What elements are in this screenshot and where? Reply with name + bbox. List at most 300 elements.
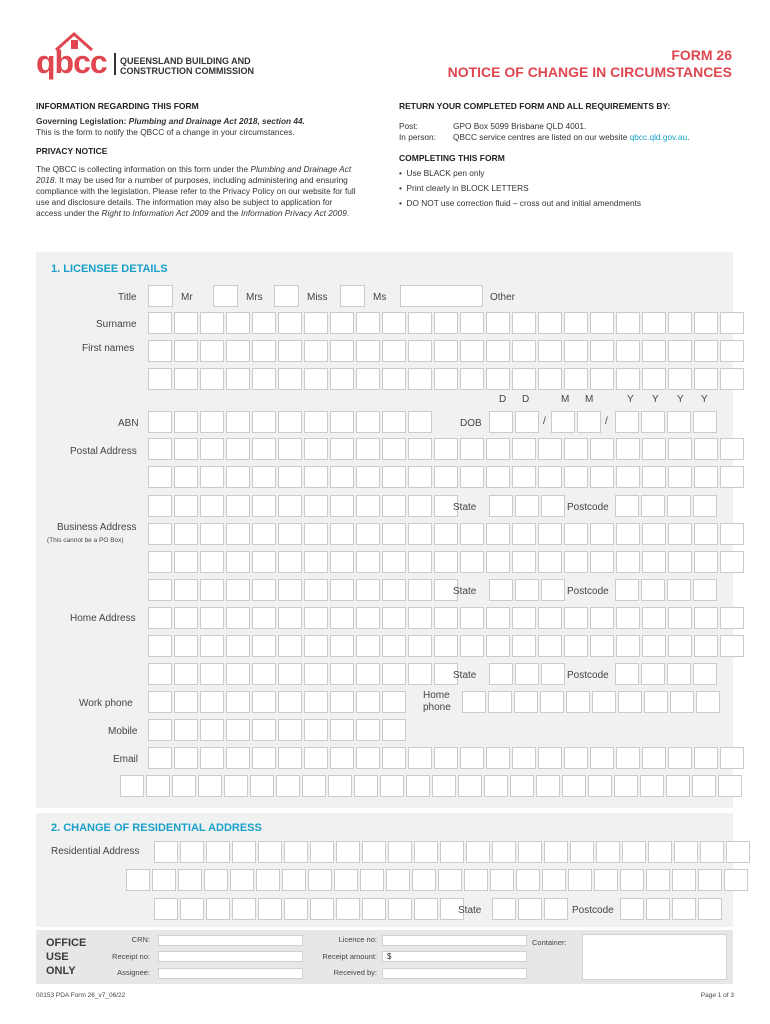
character-box[interactable] bbox=[356, 368, 380, 390]
character-box[interactable] bbox=[278, 495, 302, 517]
character-box[interactable] bbox=[356, 411, 380, 433]
character-box[interactable] bbox=[148, 551, 172, 573]
character-box[interactable] bbox=[382, 607, 406, 629]
character-box[interactable] bbox=[515, 663, 539, 685]
dob-month-input[interactable] bbox=[551, 411, 601, 433]
character-box[interactable] bbox=[356, 607, 380, 629]
character-box[interactable] bbox=[642, 438, 666, 460]
character-box[interactable] bbox=[304, 551, 328, 573]
character-box[interactable] bbox=[304, 368, 328, 390]
character-box[interactable] bbox=[304, 466, 328, 488]
character-box[interactable] bbox=[590, 368, 614, 390]
character-box[interactable] bbox=[200, 411, 224, 433]
receipt-no-input[interactable] bbox=[158, 951, 303, 962]
character-box[interactable] bbox=[330, 523, 354, 545]
character-box[interactable] bbox=[200, 579, 224, 601]
character-box[interactable] bbox=[304, 495, 328, 517]
character-box[interactable] bbox=[564, 551, 588, 573]
character-box[interactable] bbox=[252, 495, 276, 517]
character-box[interactable] bbox=[408, 551, 432, 573]
character-box[interactable] bbox=[512, 368, 536, 390]
character-box[interactable] bbox=[278, 719, 302, 741]
home-phone-input[interactable] bbox=[462, 691, 720, 713]
character-box[interactable] bbox=[538, 607, 562, 629]
character-box[interactable] bbox=[232, 898, 256, 920]
character-box[interactable] bbox=[486, 466, 510, 488]
character-box[interactable] bbox=[304, 438, 328, 460]
character-box[interactable] bbox=[672, 898, 696, 920]
character-box[interactable] bbox=[206, 841, 230, 863]
character-box[interactable] bbox=[382, 340, 406, 362]
character-box[interactable] bbox=[510, 775, 534, 797]
character-box[interactable] bbox=[304, 411, 328, 433]
character-box[interactable] bbox=[564, 523, 588, 545]
character-box[interactable] bbox=[668, 607, 692, 629]
character-box[interactable] bbox=[252, 747, 276, 769]
character-box[interactable] bbox=[538, 438, 562, 460]
character-box[interactable] bbox=[668, 368, 692, 390]
character-box[interactable] bbox=[512, 607, 536, 629]
character-box[interactable] bbox=[484, 775, 508, 797]
character-box[interactable] bbox=[382, 663, 406, 685]
character-box[interactable] bbox=[148, 368, 172, 390]
character-box[interactable] bbox=[460, 551, 484, 573]
character-box[interactable] bbox=[512, 523, 536, 545]
character-box[interactable] bbox=[356, 719, 380, 741]
character-box[interactable] bbox=[693, 663, 717, 685]
abn-input[interactable] bbox=[148, 411, 432, 433]
character-box[interactable] bbox=[304, 719, 328, 741]
character-box[interactable] bbox=[200, 340, 224, 362]
character-box[interactable] bbox=[466, 841, 490, 863]
character-box[interactable] bbox=[564, 438, 588, 460]
first-names-input-1[interactable] bbox=[148, 340, 744, 362]
character-box[interactable] bbox=[724, 869, 748, 891]
character-box[interactable] bbox=[174, 523, 198, 545]
home-address-input-1[interactable] bbox=[148, 607, 744, 629]
character-box[interactable] bbox=[596, 841, 620, 863]
character-box[interactable] bbox=[541, 663, 565, 685]
character-box[interactable] bbox=[276, 775, 300, 797]
character-box[interactable] bbox=[330, 312, 354, 334]
character-box[interactable] bbox=[618, 691, 642, 713]
character-box[interactable] bbox=[408, 747, 432, 769]
character-box[interactable] bbox=[174, 607, 198, 629]
character-box[interactable] bbox=[252, 607, 276, 629]
character-box[interactable] bbox=[148, 466, 172, 488]
character-box[interactable] bbox=[226, 312, 250, 334]
character-box[interactable] bbox=[641, 495, 665, 517]
character-box[interactable] bbox=[642, 466, 666, 488]
character-box[interactable] bbox=[668, 747, 692, 769]
character-box[interactable] bbox=[646, 898, 670, 920]
character-box[interactable] bbox=[278, 368, 302, 390]
character-box[interactable] bbox=[460, 635, 484, 657]
residential-address-input-3[interactable] bbox=[154, 898, 464, 920]
character-box[interactable] bbox=[489, 411, 513, 433]
character-box[interactable] bbox=[434, 312, 458, 334]
character-box[interactable] bbox=[148, 691, 172, 713]
character-box[interactable] bbox=[674, 841, 698, 863]
character-box[interactable] bbox=[230, 869, 254, 891]
character-box[interactable] bbox=[492, 841, 516, 863]
character-box[interactable] bbox=[432, 775, 456, 797]
character-box[interactable] bbox=[382, 719, 406, 741]
character-box[interactable] bbox=[252, 523, 276, 545]
character-box[interactable] bbox=[486, 607, 510, 629]
character-box[interactable] bbox=[720, 312, 744, 334]
character-box[interactable] bbox=[551, 411, 575, 433]
character-box[interactable] bbox=[148, 340, 172, 362]
character-box[interactable] bbox=[406, 775, 430, 797]
character-box[interactable] bbox=[693, 579, 717, 601]
character-box[interactable] bbox=[310, 898, 334, 920]
character-box[interactable] bbox=[330, 635, 354, 657]
character-box[interactable] bbox=[590, 312, 614, 334]
character-box[interactable] bbox=[512, 340, 536, 362]
character-box[interactable] bbox=[200, 719, 224, 741]
character-box[interactable] bbox=[356, 340, 380, 362]
character-box[interactable] bbox=[434, 747, 458, 769]
character-box[interactable] bbox=[250, 775, 274, 797]
character-box[interactable] bbox=[672, 869, 696, 891]
character-box[interactable] bbox=[518, 898, 542, 920]
character-box[interactable] bbox=[180, 841, 204, 863]
character-box[interactable] bbox=[460, 747, 484, 769]
character-box[interactable] bbox=[278, 607, 302, 629]
character-box[interactable] bbox=[486, 551, 510, 573]
character-box[interactable] bbox=[278, 466, 302, 488]
character-box[interactable] bbox=[356, 691, 380, 713]
character-box[interactable] bbox=[356, 747, 380, 769]
character-box[interactable] bbox=[490, 869, 514, 891]
ms-checkbox[interactable] bbox=[340, 285, 365, 307]
character-box[interactable] bbox=[388, 841, 412, 863]
character-box[interactable] bbox=[541, 495, 565, 517]
character-box[interactable] bbox=[648, 841, 672, 863]
character-box[interactable] bbox=[200, 691, 224, 713]
character-box[interactable] bbox=[590, 523, 614, 545]
character-box[interactable] bbox=[694, 523, 718, 545]
character-box[interactable] bbox=[566, 691, 590, 713]
character-box[interactable] bbox=[668, 312, 692, 334]
character-box[interactable] bbox=[642, 551, 666, 573]
character-box[interactable] bbox=[460, 607, 484, 629]
character-box[interactable] bbox=[616, 368, 640, 390]
character-box[interactable] bbox=[382, 466, 406, 488]
character-box[interactable] bbox=[720, 551, 744, 573]
character-box[interactable] bbox=[304, 635, 328, 657]
character-box[interactable] bbox=[148, 495, 172, 517]
character-box[interactable] bbox=[408, 340, 432, 362]
character-box[interactable] bbox=[252, 438, 276, 460]
character-box[interactable] bbox=[382, 438, 406, 460]
character-box[interactable] bbox=[590, 747, 614, 769]
home-postcode-input[interactable] bbox=[615, 663, 717, 685]
business-postcode-input[interactable] bbox=[615, 579, 717, 601]
character-box[interactable] bbox=[174, 551, 198, 573]
character-box[interactable] bbox=[562, 775, 586, 797]
character-box[interactable] bbox=[536, 775, 560, 797]
home-address-input-3[interactable] bbox=[148, 663, 458, 685]
character-box[interactable] bbox=[304, 312, 328, 334]
business-address-input-3[interactable] bbox=[148, 579, 458, 601]
character-box[interactable] bbox=[616, 340, 640, 362]
character-box[interactable] bbox=[694, 438, 718, 460]
character-box[interactable] bbox=[200, 312, 224, 334]
character-box[interactable] bbox=[148, 312, 172, 334]
character-box[interactable] bbox=[200, 466, 224, 488]
character-box[interactable] bbox=[356, 663, 380, 685]
character-box[interactable] bbox=[330, 719, 354, 741]
character-box[interactable] bbox=[694, 466, 718, 488]
character-box[interactable] bbox=[486, 340, 510, 362]
character-box[interactable] bbox=[330, 495, 354, 517]
character-box[interactable] bbox=[174, 340, 198, 362]
character-box[interactable] bbox=[667, 495, 691, 517]
character-box[interactable] bbox=[720, 466, 744, 488]
character-box[interactable] bbox=[382, 691, 406, 713]
character-box[interactable] bbox=[489, 579, 513, 601]
residential-address-input-2[interactable] bbox=[126, 869, 748, 891]
character-box[interactable] bbox=[330, 368, 354, 390]
character-box[interactable] bbox=[226, 691, 250, 713]
character-box[interactable] bbox=[592, 691, 616, 713]
character-box[interactable] bbox=[278, 312, 302, 334]
character-box[interactable] bbox=[362, 841, 386, 863]
character-box[interactable] bbox=[330, 411, 354, 433]
character-box[interactable] bbox=[616, 466, 640, 488]
character-box[interactable] bbox=[308, 869, 332, 891]
other-title-input[interactable] bbox=[400, 285, 483, 307]
character-box[interactable] bbox=[434, 438, 458, 460]
character-box[interactable] bbox=[226, 747, 250, 769]
character-box[interactable] bbox=[174, 438, 198, 460]
character-box[interactable] bbox=[641, 411, 665, 433]
assignee-input[interactable] bbox=[158, 968, 303, 979]
character-box[interactable] bbox=[334, 869, 358, 891]
received-by-input[interactable] bbox=[382, 968, 527, 979]
character-box[interactable] bbox=[694, 368, 718, 390]
character-box[interactable] bbox=[642, 747, 666, 769]
character-box[interactable] bbox=[252, 551, 276, 573]
character-box[interactable] bbox=[174, 466, 198, 488]
character-box[interactable] bbox=[590, 438, 614, 460]
character-box[interactable] bbox=[258, 898, 282, 920]
character-box[interactable] bbox=[720, 340, 744, 362]
character-box[interactable] bbox=[568, 869, 592, 891]
character-box[interactable] bbox=[698, 898, 722, 920]
business-state-input[interactable] bbox=[489, 579, 565, 601]
character-box[interactable] bbox=[148, 607, 172, 629]
character-box[interactable] bbox=[148, 747, 172, 769]
character-box[interactable] bbox=[356, 523, 380, 545]
postal-address-input-1[interactable] bbox=[148, 438, 744, 460]
character-box[interactable] bbox=[200, 438, 224, 460]
character-box[interactable] bbox=[232, 841, 256, 863]
character-box[interactable] bbox=[622, 841, 646, 863]
character-box[interactable] bbox=[304, 747, 328, 769]
character-box[interactable] bbox=[434, 523, 458, 545]
character-box[interactable] bbox=[408, 466, 432, 488]
character-box[interactable] bbox=[460, 438, 484, 460]
character-box[interactable] bbox=[356, 466, 380, 488]
character-box[interactable] bbox=[616, 312, 640, 334]
character-box[interactable] bbox=[252, 635, 276, 657]
character-box[interactable] bbox=[489, 495, 513, 517]
character-box[interactable] bbox=[694, 551, 718, 573]
character-box[interactable] bbox=[641, 663, 665, 685]
character-box[interactable] bbox=[434, 340, 458, 362]
character-box[interactable] bbox=[642, 368, 666, 390]
character-box[interactable] bbox=[577, 411, 601, 433]
character-box[interactable] bbox=[414, 898, 438, 920]
character-box[interactable] bbox=[488, 691, 512, 713]
character-box[interactable] bbox=[564, 368, 588, 390]
character-box[interactable] bbox=[382, 312, 406, 334]
character-box[interactable] bbox=[226, 438, 250, 460]
character-box[interactable] bbox=[667, 579, 691, 601]
character-box[interactable] bbox=[538, 747, 562, 769]
character-box[interactable] bbox=[512, 312, 536, 334]
character-box[interactable] bbox=[408, 607, 432, 629]
character-box[interactable] bbox=[304, 663, 328, 685]
character-box[interactable] bbox=[590, 551, 614, 573]
character-box[interactable] bbox=[564, 312, 588, 334]
character-box[interactable] bbox=[460, 466, 484, 488]
character-box[interactable] bbox=[414, 841, 438, 863]
character-box[interactable] bbox=[642, 312, 666, 334]
character-box[interactable] bbox=[180, 898, 204, 920]
character-box[interactable] bbox=[694, 340, 718, 362]
character-box[interactable] bbox=[518, 841, 542, 863]
character-box[interactable] bbox=[408, 312, 432, 334]
character-box[interactable] bbox=[564, 607, 588, 629]
character-box[interactable] bbox=[148, 523, 172, 545]
character-box[interactable] bbox=[172, 775, 196, 797]
character-box[interactable] bbox=[512, 635, 536, 657]
character-box[interactable] bbox=[252, 663, 276, 685]
character-box[interactable] bbox=[174, 368, 198, 390]
character-box[interactable] bbox=[615, 411, 639, 433]
character-box[interactable] bbox=[408, 523, 432, 545]
character-box[interactable] bbox=[516, 869, 540, 891]
character-box[interactable] bbox=[590, 340, 614, 362]
character-box[interactable] bbox=[434, 635, 458, 657]
character-box[interactable] bbox=[642, 607, 666, 629]
character-box[interactable] bbox=[330, 579, 354, 601]
character-box[interactable] bbox=[226, 579, 250, 601]
character-box[interactable] bbox=[226, 607, 250, 629]
dob-year-input[interactable] bbox=[615, 411, 717, 433]
container-input[interactable] bbox=[582, 934, 727, 980]
character-box[interactable] bbox=[544, 841, 568, 863]
character-box[interactable] bbox=[486, 438, 510, 460]
character-box[interactable] bbox=[460, 368, 484, 390]
character-box[interactable] bbox=[174, 579, 198, 601]
character-box[interactable] bbox=[154, 841, 178, 863]
character-box[interactable] bbox=[694, 747, 718, 769]
character-box[interactable] bbox=[330, 340, 354, 362]
character-box[interactable] bbox=[278, 747, 302, 769]
character-box[interactable] bbox=[620, 898, 644, 920]
character-box[interactable] bbox=[330, 663, 354, 685]
character-box[interactable] bbox=[489, 663, 513, 685]
character-box[interactable] bbox=[226, 523, 250, 545]
character-box[interactable] bbox=[258, 841, 282, 863]
character-box[interactable] bbox=[718, 775, 742, 797]
character-box[interactable] bbox=[278, 523, 302, 545]
character-box[interactable] bbox=[330, 551, 354, 573]
character-box[interactable] bbox=[694, 312, 718, 334]
character-box[interactable] bbox=[486, 635, 510, 657]
character-box[interactable] bbox=[616, 607, 640, 629]
character-box[interactable] bbox=[564, 747, 588, 769]
character-box[interactable] bbox=[512, 551, 536, 573]
character-box[interactable] bbox=[668, 340, 692, 362]
character-box[interactable] bbox=[252, 719, 276, 741]
character-box[interactable] bbox=[512, 466, 536, 488]
character-box[interactable] bbox=[614, 775, 638, 797]
character-box[interactable] bbox=[336, 841, 360, 863]
character-box[interactable] bbox=[356, 579, 380, 601]
residential-address-input-1[interactable] bbox=[154, 841, 750, 863]
character-box[interactable] bbox=[200, 495, 224, 517]
character-box[interactable] bbox=[330, 466, 354, 488]
character-box[interactable] bbox=[720, 635, 744, 657]
character-box[interactable] bbox=[362, 898, 386, 920]
character-box[interactable] bbox=[538, 466, 562, 488]
character-box[interactable] bbox=[278, 663, 302, 685]
character-box[interactable] bbox=[252, 368, 276, 390]
postal-state-input[interactable] bbox=[489, 495, 565, 517]
character-box[interactable] bbox=[152, 869, 176, 891]
character-box[interactable] bbox=[382, 635, 406, 657]
character-box[interactable] bbox=[720, 747, 744, 769]
character-box[interactable] bbox=[174, 635, 198, 657]
character-box[interactable] bbox=[304, 340, 328, 362]
character-box[interactable] bbox=[538, 551, 562, 573]
character-box[interactable] bbox=[174, 691, 198, 713]
home-address-input-2[interactable] bbox=[148, 635, 744, 657]
character-box[interactable] bbox=[616, 523, 640, 545]
character-box[interactable] bbox=[666, 775, 690, 797]
surname-input[interactable] bbox=[148, 312, 744, 334]
character-box[interactable] bbox=[252, 579, 276, 601]
character-box[interactable] bbox=[278, 691, 302, 713]
character-box[interactable] bbox=[486, 312, 510, 334]
character-box[interactable] bbox=[252, 312, 276, 334]
character-box[interactable] bbox=[386, 869, 410, 891]
character-box[interactable] bbox=[356, 551, 380, 573]
mr-checkbox[interactable] bbox=[148, 285, 173, 307]
character-box[interactable] bbox=[696, 691, 720, 713]
character-box[interactable] bbox=[356, 312, 380, 334]
character-box[interactable] bbox=[226, 663, 250, 685]
character-box[interactable] bbox=[540, 691, 564, 713]
character-box[interactable] bbox=[515, 495, 539, 517]
character-box[interactable] bbox=[588, 775, 612, 797]
character-box[interactable] bbox=[148, 635, 172, 657]
character-box[interactable] bbox=[590, 607, 614, 629]
character-box[interactable] bbox=[120, 775, 144, 797]
character-box[interactable] bbox=[356, 495, 380, 517]
character-box[interactable] bbox=[640, 775, 664, 797]
character-box[interactable] bbox=[564, 466, 588, 488]
character-box[interactable] bbox=[200, 368, 224, 390]
character-box[interactable] bbox=[408, 579, 432, 601]
character-box[interactable] bbox=[590, 635, 614, 657]
